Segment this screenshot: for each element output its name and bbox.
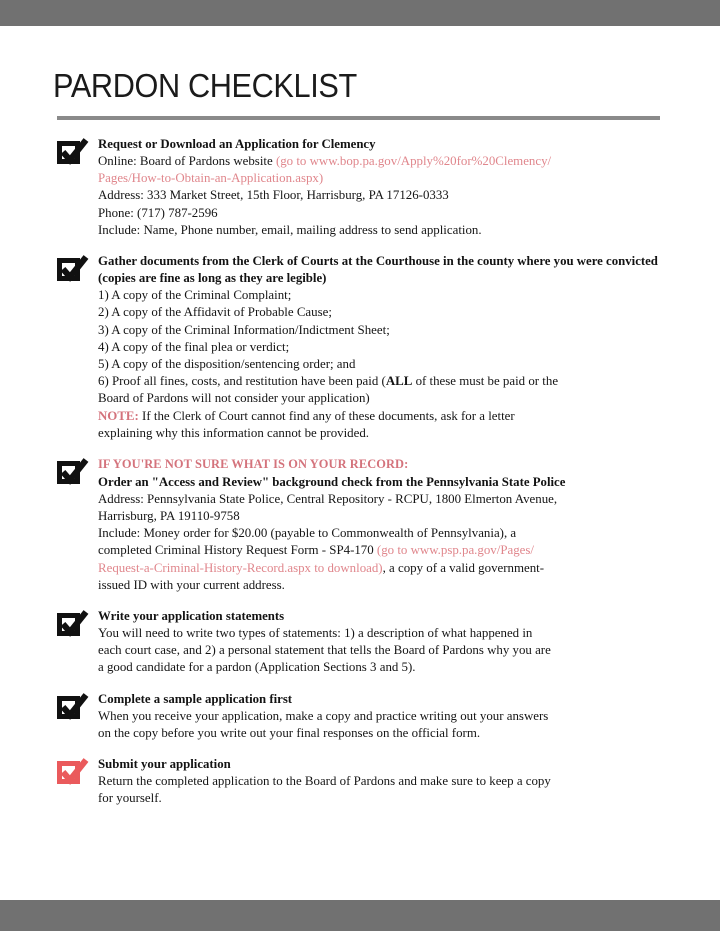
body-text: 5) A copy of the disposition/sentencing order; and	[98, 357, 356, 372]
checklist-item-line	[98, 790, 662, 807]
inline-url-text: (go to www.psp.pa.gov/Pages/	[376, 543, 534, 558]
checklist-item-body	[98, 756, 662, 807]
checklist-item-body	[98, 253, 662, 442]
checklist-item-line	[98, 339, 662, 356]
checkmark-icon	[60, 138, 89, 167]
checklist-item-line	[98, 491, 662, 508]
checklist-item-line	[98, 205, 662, 222]
bottom-gray-band	[0, 900, 720, 931]
checklist-item-line	[98, 542, 662, 559]
checked-box-icon[interactable]	[57, 694, 91, 726]
inline-url-text: (go to www.bop.pa.gov/Apply%20for%20Clemency/	[275, 154, 552, 169]
checklist-item-body	[98, 691, 662, 742]
checklist-item-line	[98, 508, 662, 525]
top-gray-band	[0, 0, 720, 26]
body-text: Include: Money order for $20.00 (payable to Commonwealth of Pennsylvania), a	[98, 526, 517, 541]
checklist	[0, 120, 720, 808]
checklist-item	[57, 756, 662, 807]
checklist-item	[57, 253, 662, 442]
checked-box-icon[interactable]	[57, 759, 91, 791]
checklist-item-line	[98, 525, 662, 542]
checklist-item-heading: Write your application statements	[98, 608, 285, 623]
inline-url-text: Pages/How-to-Obtain-an-Application.aspx)	[98, 171, 324, 186]
body-text: Online: Board of Pardons website	[98, 154, 276, 169]
checklist-item-line	[98, 708, 662, 725]
checklist-item	[57, 456, 662, 594]
checklist-item-line	[98, 659, 662, 676]
checklist-item-heading: Gather documents from the Clerk of Courts at the Courthouse in the county where you were convicted (copies are fine as long as they are legible)	[98, 254, 658, 286]
checklist-item-line	[98, 773, 662, 790]
checklist-item	[57, 691, 662, 742]
body-text: 3) A copy of the Criminal Information/Indictment Sheet;	[98, 322, 390, 337]
checklist-item-heading: Request or Download an Application for Clemency	[98, 137, 376, 151]
body-text: When you receive your application, make a copy and practice writing out your answers	[98, 708, 549, 723]
checklist-item-body	[98, 608, 662, 677]
checklist-item-line	[98, 725, 662, 742]
body-text: If the Clerk of Court cannot find any of these documents, ask for a letter	[138, 408, 515, 423]
body-text: of these must be paid or the	[412, 374, 559, 389]
body-text: Address: Pennsylvania State Police, Central Repository - RCPU, 1800 Elmerton Avenue,	[98, 491, 558, 506]
body-text: completed Criminal History Request Form - SP4-170	[98, 543, 377, 558]
checklist-item-line	[98, 577, 662, 594]
checkmark-icon	[60, 758, 89, 787]
checked-box-icon[interactable]	[57, 611, 91, 643]
checklist-item-heading: Order an "Access and Review" background check from the Pennsylvania State Police	[98, 474, 566, 489]
body-text: You will need to write two types of statements: 1) a description of what happened in	[98, 625, 533, 640]
body-text: explaining why this information cannot be provided.	[98, 425, 370, 440]
body-text: Address: 333 Market Street, 15th Floor, Harrisburg, PA 17126-0333	[98, 188, 449, 203]
checklist-item	[57, 136, 662, 239]
checkmark-icon	[60, 610, 89, 639]
checklist-item-line	[98, 560, 662, 577]
body-text: Harrisburg, PA 19110-9758	[98, 508, 240, 523]
checklist-item-line	[98, 153, 662, 170]
checklist-item-heading: Submit your application	[98, 757, 231, 772]
body-text: Return the completed application to the Board of Pardons and make sure to keep a copy	[98, 774, 551, 789]
checklist-item-line	[98, 408, 662, 425]
checklist-item-heading: Complete a sample application first	[98, 691, 293, 706]
checklist-item-line	[98, 390, 662, 407]
body-text: Board of Pardons will not consider your application)	[98, 391, 370, 406]
page-sheet	[0, 26, 720, 900]
body-text: Include: Name, Phone number, email, mailing address to send application.	[98, 222, 482, 237]
checklist-item-line	[98, 287, 662, 304]
checkmark-icon	[60, 255, 89, 284]
checklist-item-line	[98, 170, 662, 187]
body-text: a good candidate for a pardon (Application Sections 3 and 5).	[98, 660, 416, 675]
checklist-item-body	[98, 136, 662, 239]
checklist-item-line	[98, 222, 662, 239]
checklist-item-line	[98, 625, 662, 642]
checklist-item-line	[98, 425, 662, 442]
checklist-item-line	[98, 304, 662, 321]
body-text: , a copy of a valid government-	[382, 560, 545, 575]
body-text: 6) Proof all fines, costs, and restitution have been paid (	[98, 374, 386, 389]
body-text: Phone: (717) 787-2596	[98, 205, 218, 220]
checked-box-icon[interactable]	[57, 139, 91, 171]
checklist-item-line	[98, 322, 662, 339]
checklist-item	[57, 608, 662, 677]
body-text: 4) A copy of the final plea or verdict;	[98, 339, 290, 354]
checklist-item-line	[98, 356, 662, 373]
emphasis-text: ALL	[385, 374, 413, 389]
body-text: for yourself.	[98, 791, 162, 806]
checkmark-icon	[60, 693, 89, 722]
body-text: 2) A copy of the Affidavit of Probable Cause;	[98, 305, 332, 320]
body-text: each court case, and 2) a personal statement that tells the Board of Pardons why you are	[98, 643, 551, 658]
checklist-item-body	[98, 456, 662, 594]
checklist-item-line	[98, 373, 662, 390]
body-text: 1) A copy of the Criminal Complaint;	[98, 288, 292, 303]
checklist-item-line	[98, 642, 662, 659]
body-text: on the copy before you write out your final responses on the official form.	[98, 725, 481, 740]
checklist-item-line	[98, 187, 662, 204]
checklist-item-red-heading: IF YOU'RE NOT SURE WHAT IS ON YOUR RECORD:	[98, 457, 409, 472]
body-text: issued ID with your current address.	[98, 577, 285, 592]
inline-url-text: Request-a-Criminal-History-Record.aspx to download)	[98, 560, 383, 575]
checkmark-icon	[60, 458, 89, 487]
checked-box-icon[interactable]	[57, 459, 91, 491]
page-title: PARDON CHECKLIST	[53, 67, 357, 104]
note-label: NOTE:	[98, 408, 139, 423]
checked-box-icon[interactable]	[57, 256, 91, 288]
